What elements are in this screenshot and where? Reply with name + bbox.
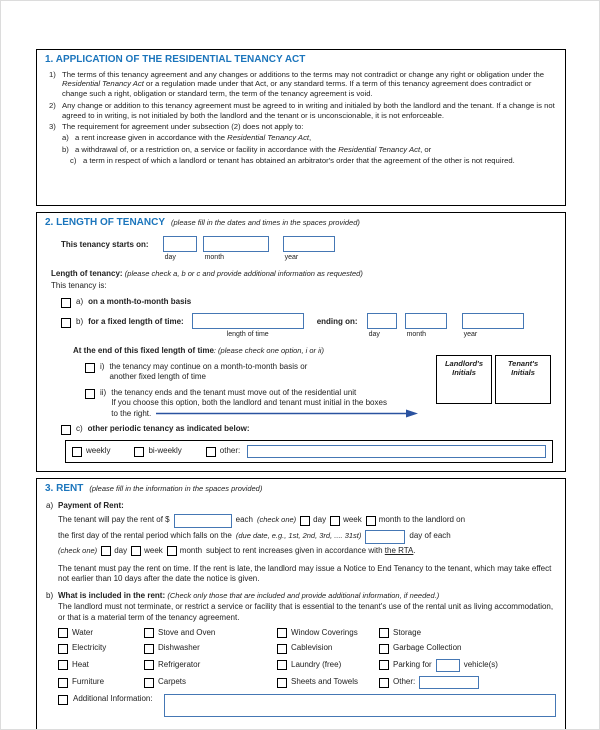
continue-month-to-month-checkbox[interactable] [85,363,95,373]
parking-label: Parking for [393,659,432,669]
periodic-frequency-box [65,440,553,463]
other-included-checkbox[interactable] [379,678,389,688]
storage-checkbox[interactable] [379,628,389,638]
landlord-initials-label: Landlord's Initials [444,359,484,377]
due-month-checkbox[interactable] [167,546,177,556]
option-ii-numeral: ii) [100,387,107,397]
option-b-letter: b) [76,316,84,326]
electricity-label: Electricity [72,643,107,653]
day-caption: day [164,254,176,261]
vehicles-label: vehicle(s) [463,659,498,669]
water-checkbox[interactable] [58,628,68,638]
option-c-row [61,424,555,435]
end-year-input[interactable] [462,313,524,329]
section1-header [37,50,565,66]
laundry-label: Laundry (free) [291,659,342,669]
item-a-letter: a) [46,501,54,510]
act-name-italic: Residential Tenancy Act [227,133,310,143]
section3-header [37,479,565,495]
cablevision-checkbox[interactable] [277,644,287,654]
additional-information-row [58,694,556,717]
sheets-towels-checkbox[interactable] [277,678,287,688]
section-3-rent [36,478,566,730]
clause-3a-number: a) [62,133,69,143]
other-included-label: Other: [393,677,416,687]
section3-title: 3. RENT [45,483,84,494]
rent-week-checkbox[interactable] [330,516,340,526]
option-i-numeral: i) [100,361,105,371]
fixed-length-checkbox[interactable] [61,318,71,328]
section-2-length-of-tenancy [36,212,566,472]
dishwasher-label: Dishwasher [158,643,200,653]
water-label: Water [72,628,94,638]
cablevision-label: Cablevision [291,643,333,653]
section2-title: 2. LENGTH OF TENANCY [45,217,166,228]
due-day-label: day [114,545,128,555]
other-periodic-input[interactable] [247,445,546,458]
biweekly-option [134,446,181,457]
pay-on-time-paragraph: The tenant must pay the rent on time. If the rent is late, the landlord may issue a Notice to End Tenancy to the tenant, which may take effect not earlier than 10 days after the date the notice is given. [58,563,552,584]
storage-label: Storage [393,628,422,638]
clause-1-text: The terms of this tenancy agreement and any changes or additions to the terms may not contradict or change any right or obligation under the Residential Tenancy Act or a regulation made under that Act, or any standard terms. If a term of this tenancy agreement does contradict or change such a right, obligation or standard term, the term of the tenancy agreement is void. [62,69,545,99]
month-to-month-checkbox[interactable] [61,298,71,308]
other-periodic-checkbox[interactable] [61,425,71,435]
electricity-checkbox[interactable] [58,644,68,654]
due-date-line [58,530,556,544]
furniture-label: Furniture [72,677,105,687]
clause-2 [49,101,555,121]
option-i-label-line2: another fixed length of time [109,372,206,381]
tenancy-start-row [61,236,555,264]
option-c-label: other periodic tenancy as indicated below: [87,424,250,433]
carpets-label: Carpets [158,677,187,687]
clause-3-number: 3) [49,122,56,132]
biweekly-label: bi-weekly [148,446,182,456]
section1-title: 1. APPLICATION OF THE RESIDENTIAL TENANCY ACT [45,54,306,65]
parking-vehicles-input[interactable] [436,659,460,672]
clause-1-number: 1) [49,69,56,79]
heat-label: Heat [72,659,89,669]
option-ii-label: the tenancy ends and the tenant must move out of the residential unit [111,387,357,397]
due-month-label: month [179,545,203,555]
other-included-input[interactable] [419,676,479,689]
act-name-italic: Residential Tenancy Act [62,79,144,89]
option-c-letter: c) [76,424,83,433]
weekly-label: weekly [86,446,111,456]
due-week-checkbox[interactable] [131,546,141,556]
additional-info-input[interactable] [164,694,556,717]
at-end-note: : (please check one option, i or ii) [213,346,324,355]
due-date-note: (due date, e.g., 1st, 2nd, 3rd, .... 31st) [235,531,362,541]
act-name-italic: Residential Tenancy Act [338,144,421,154]
tenant-initials-box[interactable] [495,355,551,404]
included-grid-row-3 [58,659,556,672]
additional-info-label: Additional Information: [73,694,153,704]
fixed-length-input[interactable] [192,313,304,329]
heat-checkbox[interactable] [58,660,68,670]
year-caption: year [463,330,478,338]
stove-oven-checkbox[interactable] [144,628,154,638]
section2-header [37,213,565,229]
day-caption: day [368,330,380,338]
option-ii-note-line1: If you choose this option, both the landlord and tenant must initial in the boxes [111,398,387,407]
window-coverings-label: Window Coverings [291,628,358,638]
additional-info-checkbox[interactable] [58,695,68,705]
length-of-tenancy-note: (please check a, b or c and provide additional information as requested) [124,268,363,278]
check-one-note-2: (check one) [58,545,98,555]
check-one-note: (check one) [256,515,297,525]
rent-day-checkbox[interactable] [300,516,310,526]
parking-checkbox[interactable] [379,660,389,670]
option-a-label: on a month-to-month basis [88,296,192,306]
due-date-input[interactable] [365,530,405,544]
initial-boxes-arrow [156,409,418,418]
rent-amount-line [58,514,556,528]
payment-of-rent-block [46,501,556,585]
clause-1 [49,70,555,100]
option-i-label-line1: the tenancy may continue on a month-to-month basis or [109,361,308,371]
tenant-initials-label: Tenant's Initials [507,359,539,377]
clause-3c-text: a term in respect of which a landlord or tenant has obtained an arbitrator's order that the agreement of the other is not required. [83,156,515,166]
clause-3c [70,156,555,166]
garbage-collection-label: Garbage Collection [393,643,462,653]
end-day-input[interactable] [367,313,397,329]
carpets-checkbox[interactable] [144,678,154,688]
tenancy-ends-checkbox[interactable] [85,389,95,399]
month-caption: month [204,254,225,261]
included-in-rent-block [46,591,556,717]
rta-increase-text: subject to rent increases given in accordance with the RTA. [206,545,416,555]
included-note: (Check only those that are included and provide additional information, if needed.) [167,591,440,601]
included-grid-row-4 [58,676,556,689]
rta-underlined: the RTA [384,545,414,555]
window-coverings-checkbox[interactable] [277,628,287,638]
start-day-input[interactable] [163,236,197,252]
weekly-checkbox[interactable] [72,447,82,457]
clause-2-text: Any change or addition to this tenancy agreement must be agreed to in writing and initialed by both the landlord and the tenant. If a change is not agreed to in writing, is not initialed by both the landlord and the tenant or is unconscionable, it is not enforceable. [62,100,555,120]
included-grid-row-2 [58,643,556,654]
clause-3 [49,122,555,132]
other-frequency-option [206,445,546,458]
section2-note: (please fill in the dates and times in the spaces provided) [171,218,360,227]
clause-3a-text: a rent increase given in accordance with the Residential Tenancy Act, [75,133,312,143]
this-tenancy-is-label: This tenancy is: [51,281,107,290]
day-of-each-label: day of each [409,531,451,541]
payment-of-rent-heading: Payment of Rent: [58,501,124,510]
included-grid-row-1 [58,628,556,639]
refrigerator-checkbox[interactable] [144,660,154,670]
rent-day-label: day [313,515,327,525]
dishwasher-checkbox[interactable] [144,644,154,654]
section-1-application [36,49,566,206]
other-frequency-checkbox[interactable] [206,447,216,457]
year-caption: year [284,254,299,261]
biweekly-checkbox[interactable] [134,447,144,457]
clause-3b-number: b) [62,144,69,154]
section3-note: (please fill in the information in the spaces provided) [89,484,263,493]
furniture-checkbox[interactable] [58,678,68,688]
rent-amount-input[interactable] [174,514,232,528]
tenancy-starts-label: This tenancy starts on: [61,240,149,249]
length-of-time-caption: length of time [226,330,269,338]
start-year-input[interactable] [283,236,335,252]
length-of-tenancy-label: Length of tenancy: [51,268,123,278]
garbage-collection-checkbox[interactable] [379,644,389,654]
included-heading: What is included in the rent: [58,591,166,601]
due-day-checkbox[interactable] [101,546,111,556]
item-b-letter: b) [46,591,54,601]
included-heading-line [58,591,556,602]
rent-amount-text: The tenant will pay the rent of $ [58,515,170,525]
rent-week-label: week [343,515,362,525]
refrigerator-label: Refrigerator [158,659,201,669]
at-end-label: At the end of this fixed length of time [73,346,214,355]
other-frequency-label: other: [219,446,241,456]
each-label: each [235,515,253,525]
option-b-label: for a fixed length of time: [88,316,184,326]
option-a-letter: a) [76,296,84,306]
clause-3a [62,133,555,143]
option-b-row [61,313,555,341]
rent-month-label: month to the landlord on [378,515,466,525]
included-text: The landlord must not terminate, or restrict a service or facility that is essential to the tenant's use of the rental unit as living accommodation, or that is a material term of the tenancy agreement. [58,601,554,622]
option-ii-note-line2: to the right. [111,408,152,418]
due-date-text: the first day of the rental period which falls on the [58,531,232,541]
section1-body [37,66,565,173]
stove-oven-label: Stove and Oven [158,628,216,638]
clause-3b-text: a withdrawal of, or a restriction on, a service or facility in accordance with the Residential Tenancy Act, or [75,144,432,154]
initials-boxes [436,355,551,404]
month-caption: month [406,330,427,338]
clause-3c-number: c) [70,156,77,166]
frequency-line [58,546,556,557]
end-month-input[interactable] [405,313,447,329]
clause-3-text: The requirement for agreement under subsection (2) does not apply to: [62,122,304,132]
start-month-input[interactable] [203,236,269,252]
section2-body [37,229,565,471]
clause-3b [62,145,555,155]
sheets-towels-label: Sheets and Towels [291,677,359,687]
length-of-tenancy-line [51,269,555,280]
laundry-checkbox[interactable] [277,660,287,670]
rent-month-checkbox[interactable] [366,516,376,526]
due-week-label: week [144,545,163,555]
weekly-option [72,446,110,457]
option-a-row [61,297,555,308]
form-content [36,49,566,730]
clause-2-number: 2) [49,100,56,110]
ending-on-label: ending on: [316,316,358,326]
section3-body [37,495,565,725]
landlord-initials-box[interactable] [436,355,492,404]
